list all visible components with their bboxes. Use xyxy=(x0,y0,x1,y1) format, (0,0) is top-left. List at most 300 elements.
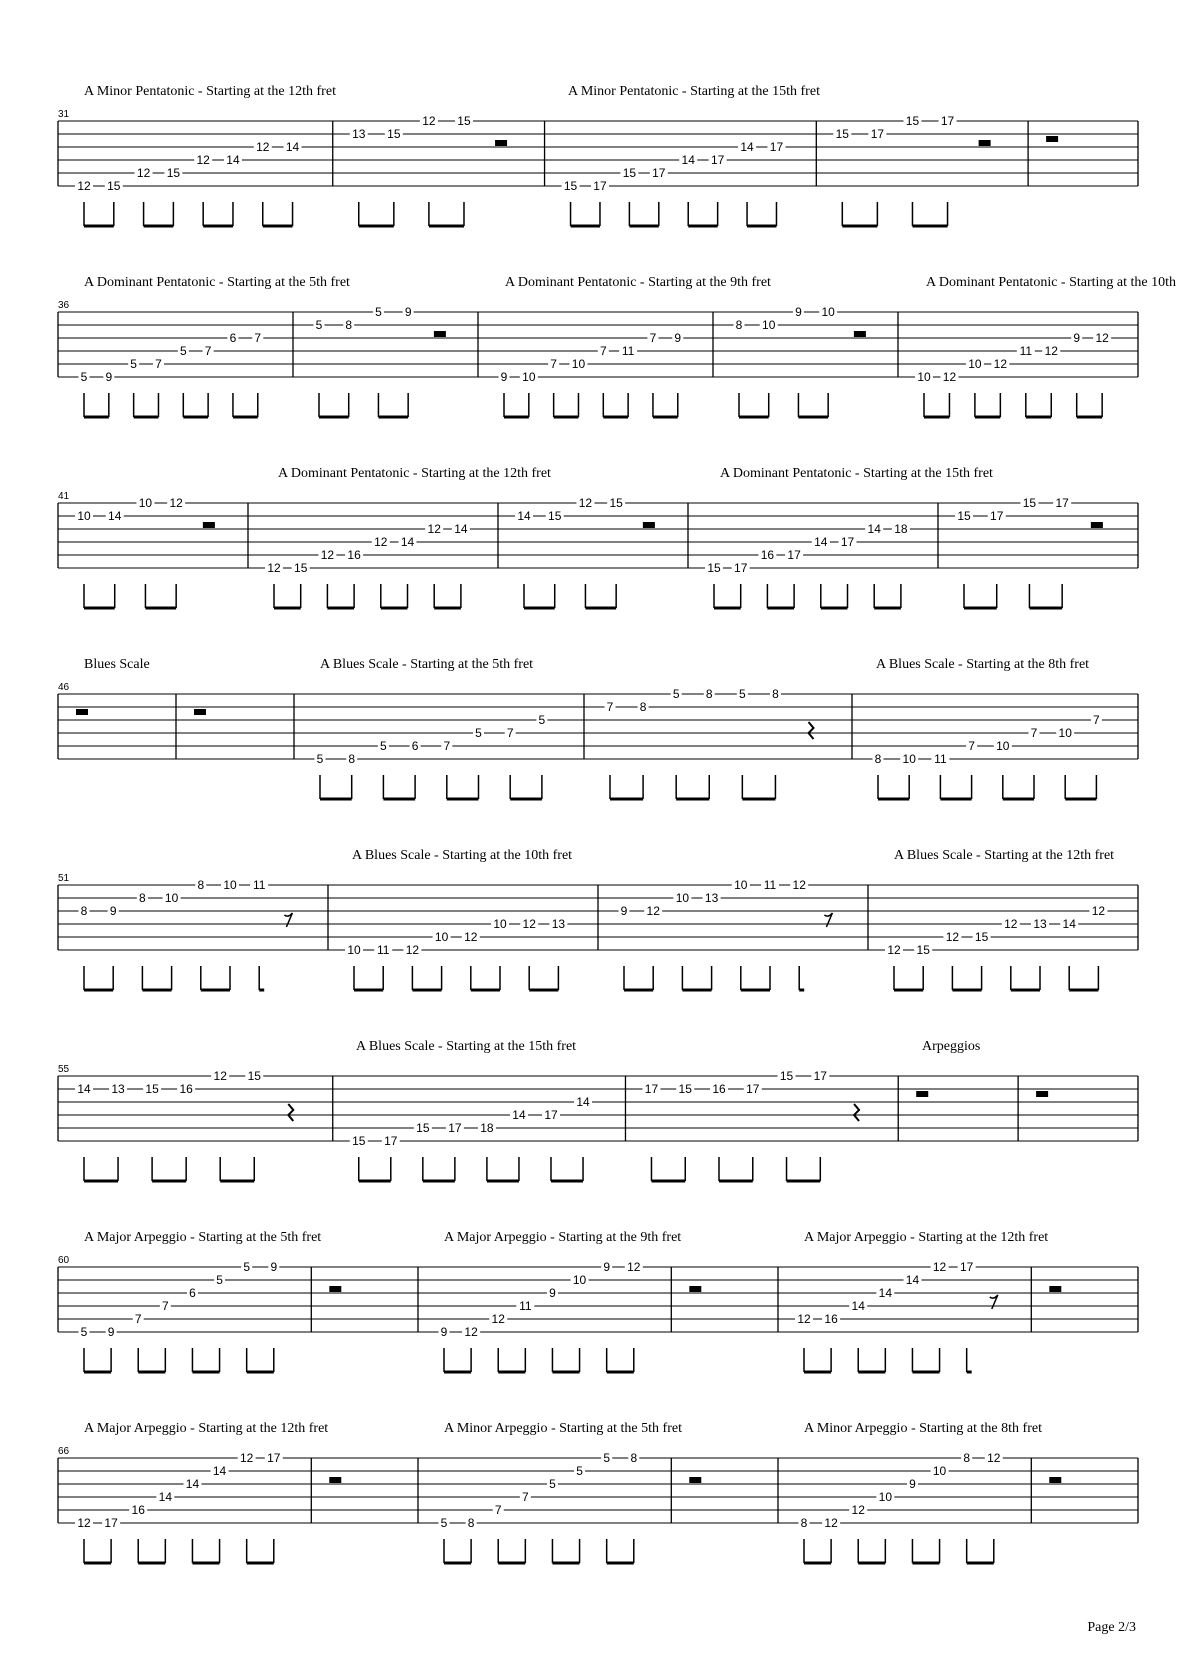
fret-number: 9 xyxy=(674,331,682,345)
fret-number: 17 xyxy=(104,1516,118,1530)
fret-number: 15 xyxy=(957,509,971,523)
fret-number: 12 xyxy=(169,496,183,510)
fret-number: 12 xyxy=(627,1260,641,1274)
tab-measure xyxy=(689,1477,701,1483)
fret-number: 14 xyxy=(851,1299,865,1313)
fret-number: 17 xyxy=(448,1121,462,1135)
fret-number: 10 xyxy=(223,878,237,892)
eighth-rest xyxy=(990,1295,998,1309)
fret-number: 13 xyxy=(704,891,719,905)
fret-number: 12 xyxy=(464,930,478,944)
fret-number: 15 xyxy=(609,496,623,510)
fret-number: 17 xyxy=(870,127,885,141)
fret-number: 10 xyxy=(762,318,776,332)
fret-number: 12 xyxy=(77,179,91,193)
fret-number: 17 xyxy=(959,1260,974,1274)
fret-number: 18 xyxy=(894,522,908,536)
fret-number: 7 xyxy=(649,331,657,345)
fret-number: 8 xyxy=(630,1451,638,1465)
fret-number: 14 xyxy=(400,535,415,549)
half-rest xyxy=(1049,1286,1061,1292)
fret-number: 7 xyxy=(254,331,262,345)
fret-number: 14 xyxy=(226,153,240,167)
fret-number: 5 xyxy=(538,713,546,727)
tab-measure xyxy=(350,114,507,226)
fret-number: 15 xyxy=(107,179,121,193)
fret-number: 10 xyxy=(77,509,91,523)
section-title: A Blues Scale - Starting at the 10th fret xyxy=(352,848,573,863)
fret-number: 14 xyxy=(814,535,828,549)
fret-number: 14 xyxy=(681,153,695,167)
fret-number: 14 xyxy=(905,1273,920,1287)
tab-system xyxy=(58,84,1138,226)
fret-number: 12 xyxy=(213,1069,227,1083)
fret-number: 16 xyxy=(179,1082,193,1096)
fret-number: 15 xyxy=(916,943,930,957)
fret-number: 12 xyxy=(422,114,436,128)
half-rest xyxy=(495,140,507,146)
section-title: A Blues Scale - Starting at the 15th fret xyxy=(356,1039,577,1054)
fret-number: 17 xyxy=(940,114,955,128)
fret-number: 16 xyxy=(712,1082,726,1096)
fret-number: 7 xyxy=(443,739,451,753)
half-rest xyxy=(1091,522,1103,528)
fret-number: 9 xyxy=(1073,331,1081,345)
fret-number: 15 xyxy=(622,166,637,180)
fret-number: 7 xyxy=(1030,726,1038,740)
tab-measure xyxy=(885,904,1107,990)
fret-number: 14 xyxy=(77,1082,91,1096)
tab-measure xyxy=(315,713,548,799)
fret-number: 10 xyxy=(996,739,1010,753)
section-title: A Dominant Pentatonic - Starting at the 9th fret xyxy=(505,275,771,290)
fret-number: 17 xyxy=(746,1082,760,1096)
fret-number: 9 xyxy=(549,1286,556,1300)
fret-number: 17 xyxy=(644,1082,659,1096)
tab-measure xyxy=(439,1451,640,1563)
fret-number: 15 xyxy=(457,114,471,128)
fret-number: 15 xyxy=(294,561,308,575)
fret-number: 12 xyxy=(239,1451,254,1465)
tab-measure xyxy=(515,496,655,608)
fret-number: 10 xyxy=(1058,726,1072,740)
fret-number: 12 xyxy=(1091,904,1106,918)
measure-number: 46 xyxy=(58,682,70,693)
tab-measure xyxy=(619,878,833,990)
tab-measure xyxy=(76,709,88,715)
fret-number: 14 xyxy=(185,1477,200,1491)
fret-number: 12 xyxy=(932,1260,947,1274)
fret-number: 11 xyxy=(934,752,947,766)
fret-number: 12 xyxy=(887,943,901,957)
fret-number: 10 xyxy=(572,1273,587,1287)
section-title: A Dominant Pentatonic - Starting at the 12th fret xyxy=(278,466,551,481)
fret-number: 14 xyxy=(158,1490,173,1504)
page-number: Page 2/3 xyxy=(1087,1620,1136,1635)
fret-number: 14 xyxy=(108,509,122,523)
fret-number: 10 xyxy=(138,496,153,510)
fret-number: 9 xyxy=(105,370,113,384)
fret-number: 10 xyxy=(434,930,449,944)
tab-measure xyxy=(329,1286,341,1292)
fret-number: 5 xyxy=(672,687,680,701)
whole-rest xyxy=(1036,1091,1048,1097)
tab-system xyxy=(58,1421,1138,1563)
fret-number: 14 xyxy=(878,1286,893,1300)
fret-number: 14 xyxy=(285,140,300,154)
fret-number: 12 xyxy=(136,166,151,180)
fret-number: 5 xyxy=(603,1451,611,1465)
tab-measure xyxy=(75,140,302,226)
fret-number: 5 xyxy=(179,344,187,358)
fret-number: 7 xyxy=(204,344,212,358)
fret-number: 15 xyxy=(707,561,721,575)
tab-system xyxy=(58,657,1138,799)
fret-number: 12 xyxy=(196,153,210,167)
measure-number: 55 xyxy=(58,1064,70,1075)
fret-number: 5 xyxy=(130,357,137,371)
measure-number: 31 xyxy=(58,109,70,120)
tab-measure xyxy=(79,878,293,990)
fret-number: 9 xyxy=(620,904,628,918)
fret-number: 9 xyxy=(795,305,802,319)
fret-number: 10 xyxy=(493,917,507,931)
half-rest xyxy=(329,1477,341,1483)
tab-measure xyxy=(1049,1477,1061,1483)
measure-number: 41 xyxy=(58,491,70,502)
section-title: A Major Arpeggio - Starting at the 5th fret xyxy=(84,1230,322,1245)
quarter-rest xyxy=(809,722,814,739)
fret-number: 8 xyxy=(197,878,205,892)
fret-number: 15 xyxy=(678,1082,692,1096)
fret-number: 11 xyxy=(376,943,390,957)
section-title: A Minor Pentatonic - Starting at the 12th fret xyxy=(84,84,336,99)
fret-number: 7 xyxy=(161,1299,169,1313)
whole-rest xyxy=(76,709,88,715)
fret-number: 8 xyxy=(735,318,743,332)
tab-measure xyxy=(642,1069,859,1181)
fret-number: 12 xyxy=(267,561,281,575)
tab-measure xyxy=(329,1477,341,1483)
fret-number: 14 xyxy=(454,522,468,536)
fret-number: 14 xyxy=(740,140,754,154)
tab-measure xyxy=(75,496,215,608)
fret-number: 10 xyxy=(917,370,931,384)
section-title: A Minor Pentatonic - Starting at the 15th fret xyxy=(568,84,820,99)
fret-number: 13 xyxy=(551,917,566,931)
fret-number: 7 xyxy=(599,344,607,358)
fret-number: 17 xyxy=(652,166,666,180)
fret-number: 11 xyxy=(252,878,266,892)
fret-number: 17 xyxy=(769,140,784,154)
fret-number: 15 xyxy=(974,930,989,944)
fret-number: 11 xyxy=(763,878,777,892)
fret-number: 12 xyxy=(792,878,806,892)
fret-number: 12 xyxy=(405,943,420,957)
fret-number: 15 xyxy=(548,509,562,523)
whole-rest xyxy=(916,1091,928,1097)
fret-number: 8 xyxy=(348,752,356,766)
fret-number: 15 xyxy=(905,114,920,128)
fret-number: 8 xyxy=(467,1516,475,1530)
fret-number: 5 xyxy=(316,752,324,766)
fret-number: 15 xyxy=(145,1082,159,1096)
fret-number: 12 xyxy=(646,904,660,918)
whole-rest xyxy=(194,709,206,715)
fret-number: 9 xyxy=(500,370,508,384)
tab-measure xyxy=(75,1451,283,1563)
fret-number: 14 xyxy=(517,509,531,523)
fret-number: 17 xyxy=(1055,496,1069,510)
fret-number: 7 xyxy=(1093,713,1100,727)
fret-number: 13 xyxy=(352,127,366,141)
tab-measure xyxy=(194,709,206,715)
fret-number: 8 xyxy=(639,700,647,714)
fret-number: 10 xyxy=(164,891,179,905)
tab-measure xyxy=(1049,1286,1061,1292)
fret-number: 12 xyxy=(320,548,335,562)
half-rest xyxy=(329,1286,341,1292)
fret-number: 5 xyxy=(216,1273,223,1287)
section-title: A Blues Scale - Starting at the 5th fret xyxy=(320,657,534,672)
half-rest xyxy=(643,522,655,528)
fret-number: 15 xyxy=(779,1069,794,1083)
half-rest xyxy=(203,522,215,528)
fret-number: 7 xyxy=(494,1503,502,1517)
tab-measure xyxy=(916,1091,928,1097)
fret-number: 10 xyxy=(522,370,536,384)
fret-number: 6 xyxy=(229,331,237,345)
fret-number: 12 xyxy=(578,496,593,510)
fret-number: 15 xyxy=(835,127,849,141)
tab-measure xyxy=(1036,1091,1048,1097)
fret-number: 17 xyxy=(384,1134,398,1148)
fret-number: 11 xyxy=(519,1299,532,1313)
fret-number: 7 xyxy=(506,726,514,740)
tab-measure xyxy=(439,1260,643,1372)
fret-number: 12 xyxy=(77,1516,91,1530)
fret-number: 12 xyxy=(464,1325,478,1339)
fret-number: 11 xyxy=(1019,344,1033,358)
fret-number: 7 xyxy=(155,357,162,371)
fret-number: 12 xyxy=(993,357,1008,371)
fret-number: 7 xyxy=(521,1490,529,1504)
fret-number: 5 xyxy=(375,305,382,319)
measure-number: 60 xyxy=(58,1255,70,1266)
fret-number: 14 xyxy=(212,1464,227,1478)
fret-number: 5 xyxy=(380,739,387,753)
eighth-rest xyxy=(824,913,832,927)
fret-number: 17 xyxy=(787,548,801,562)
fret-number: 16 xyxy=(131,1503,145,1517)
measure-number: 36 xyxy=(58,300,70,311)
fret-number: 16 xyxy=(760,548,775,562)
fret-number: 17 xyxy=(734,561,748,575)
fret-number: 12 xyxy=(824,1516,838,1530)
tab-measure xyxy=(799,1451,1003,1563)
fret-number: 13 xyxy=(1033,917,1047,931)
tab-measure xyxy=(873,713,1102,799)
fret-number: 5 xyxy=(576,1464,583,1478)
fret-number: 10 xyxy=(675,891,690,905)
tab-measure xyxy=(705,522,910,608)
fret-number: 12 xyxy=(987,1451,1001,1465)
quarter-rest xyxy=(854,1104,859,1121)
fret-number: 15 xyxy=(563,179,578,193)
fret-number: 12 xyxy=(1004,917,1018,931)
section-title: A Major Arpeggio - Starting at the 12th fret xyxy=(84,1421,329,1436)
fret-number: 12 xyxy=(797,1312,811,1326)
tab-measure xyxy=(605,687,814,799)
fret-number: 15 xyxy=(1022,496,1037,510)
fret-number: 9 xyxy=(603,1260,611,1274)
tab-measure xyxy=(345,917,567,990)
tab-measure xyxy=(265,522,470,608)
tab-measure xyxy=(79,1260,280,1372)
fret-number: 8 xyxy=(80,904,88,918)
fret-number: 5 xyxy=(315,318,323,332)
fret-number: 8 xyxy=(800,1516,808,1530)
fret-number: 10 xyxy=(932,1464,947,1478)
half-rest xyxy=(854,331,866,337)
fret-number: 12 xyxy=(374,535,388,549)
tab-measure xyxy=(915,331,1111,417)
fret-number: 16 xyxy=(824,1312,838,1326)
fret-number: 17 xyxy=(710,153,725,167)
fret-number: 8 xyxy=(963,1451,971,1465)
fret-number: 8 xyxy=(139,891,146,905)
fret-number: 10 xyxy=(571,357,586,371)
fret-number: 7 xyxy=(968,739,975,753)
fret-number: 14 xyxy=(576,1095,590,1109)
section-title: A Blues Scale - Starting at the 12th fret xyxy=(894,848,1115,863)
fret-number: 17 xyxy=(990,509,1004,523)
section-title: A Minor Arpeggio - Starting at the 5th fret xyxy=(444,1421,682,1436)
tab-measure xyxy=(1046,136,1058,142)
fret-number: 12 xyxy=(942,370,957,384)
fret-number: 16 xyxy=(347,548,361,562)
tab-measure xyxy=(350,1095,592,1181)
fret-number: 7 xyxy=(606,700,614,714)
fret-number: 10 xyxy=(878,1490,893,1504)
section-title: A Dominant Pentatonic - Starting at the 15th fret xyxy=(720,466,993,481)
fret-number: 17 xyxy=(593,179,607,193)
tab-measure xyxy=(314,305,446,417)
fret-number: 5 xyxy=(440,1516,448,1530)
whole-rest xyxy=(1046,136,1058,142)
fret-number: 9 xyxy=(270,1260,278,1274)
section-title: A Major Arpeggio - Starting at the 9th fret xyxy=(444,1230,682,1245)
fret-number: 7 xyxy=(134,1312,142,1326)
measure-number: 51 xyxy=(58,873,70,884)
fret-number: 15 xyxy=(416,1121,430,1135)
fret-number: 8 xyxy=(772,687,779,701)
fret-number: 14 xyxy=(867,522,881,536)
fret-number: 9 xyxy=(404,305,412,319)
tab-measure xyxy=(562,140,786,226)
fret-number: 17 xyxy=(813,1069,827,1083)
tab-measure xyxy=(795,1260,998,1372)
fret-number: 17 xyxy=(840,535,855,549)
tab-system xyxy=(58,275,1176,417)
fret-number: 14 xyxy=(1062,917,1076,931)
fret-number: 5 xyxy=(738,687,746,701)
fret-number: 5 xyxy=(549,1477,556,1491)
section-title: A Major Arpeggio - Starting at the 12th fret xyxy=(804,1230,1049,1245)
fret-number: 17 xyxy=(544,1108,558,1122)
tab-measure xyxy=(499,331,684,417)
section-title: Blues Scale xyxy=(84,657,150,672)
fret-number: 12 xyxy=(522,917,536,931)
tab-measure xyxy=(79,331,264,417)
section-title: A Dominant Pentatonic - Starting at the 5th fret xyxy=(84,275,350,290)
fret-number: 9 xyxy=(109,904,117,918)
fret-number: 13 xyxy=(111,1082,125,1096)
fret-number: 12 xyxy=(491,1312,505,1326)
half-rest xyxy=(1049,1477,1061,1483)
fret-number: 15 xyxy=(352,1134,366,1148)
fret-number: 10 xyxy=(734,878,748,892)
half-rest xyxy=(689,1477,701,1483)
fret-number: 18 xyxy=(480,1121,494,1135)
fret-number: 6 xyxy=(189,1286,196,1300)
fret-number: 12 xyxy=(945,930,960,944)
section-title: A Dominant Pentatonic - Starting at the 10th xyxy=(926,275,1177,290)
fret-number: 5 xyxy=(475,726,482,740)
half-rest xyxy=(434,331,446,337)
fret-number: 8 xyxy=(345,318,353,332)
tab-measure xyxy=(833,114,990,226)
eighth-rest xyxy=(284,913,292,927)
fret-number: 9 xyxy=(909,1477,916,1491)
fret-number: 12 xyxy=(1095,331,1109,345)
measure-number: 66 xyxy=(58,1446,70,1457)
fret-number: 10 xyxy=(968,357,982,371)
tab-measure xyxy=(689,1286,701,1292)
tab-system xyxy=(58,466,1138,608)
fret-number: 9 xyxy=(107,1325,115,1339)
tab-measure xyxy=(75,1069,293,1181)
fret-number: 5 xyxy=(80,1325,88,1339)
fret-number: 12 xyxy=(256,140,270,154)
fret-number: 12 xyxy=(851,1503,865,1517)
fret-number: 15 xyxy=(387,127,401,141)
tab-system xyxy=(58,848,1138,990)
fret-number: 10 xyxy=(347,943,361,957)
fret-number: 12 xyxy=(427,522,441,536)
fret-number: 5 xyxy=(80,370,88,384)
half-rest xyxy=(689,1286,701,1292)
tab-measure xyxy=(955,496,1103,608)
fret-number: 10 xyxy=(902,752,916,766)
fret-number: 14 xyxy=(512,1108,526,1122)
section-title: A Blues Scale - Starting at the 8th fret xyxy=(876,657,1090,672)
fret-number: 15 xyxy=(247,1069,261,1083)
fret-number: 10 xyxy=(821,305,835,319)
tab-system xyxy=(58,1039,1138,1181)
section-title: A Minor Arpeggio - Starting at the 8th fret xyxy=(804,1421,1042,1436)
tab-measure xyxy=(734,305,866,417)
fret-number: 17 xyxy=(267,1451,281,1465)
fret-number: 7 xyxy=(550,357,557,371)
fret-number: 8 xyxy=(705,687,713,701)
section-title: Arpeggios xyxy=(922,1039,981,1054)
fret-number: 8 xyxy=(874,752,882,766)
fret-number: 9 xyxy=(440,1325,448,1339)
tab-system xyxy=(58,1230,1138,1372)
fret-number: 6 xyxy=(411,739,419,753)
fret-number: 12 xyxy=(1044,344,1058,358)
